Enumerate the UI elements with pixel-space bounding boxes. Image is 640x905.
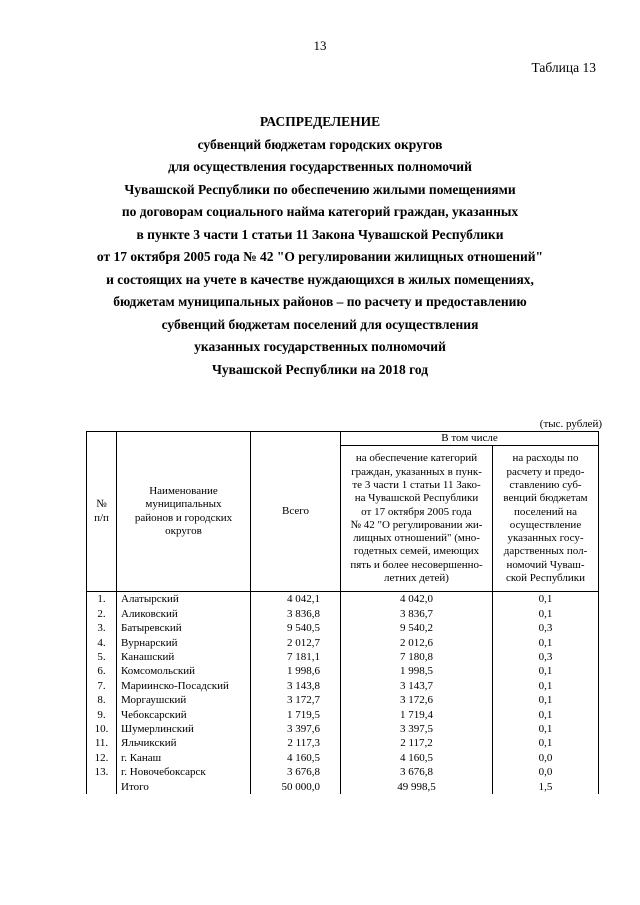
title-line: субвенций бюджетам поселений для осуществления (161, 316, 479, 332)
table-row (87, 650, 599, 664)
row-expenses: 0,1 (493, 636, 599, 650)
row-expenses: 0,3 (493, 650, 599, 664)
row-categories: 4 042,0 (341, 592, 493, 607)
header-expenses-line: на расходы по (512, 452, 579, 465)
row-name: Батыревский (117, 621, 251, 635)
row-categories: 49 998,5 (341, 780, 493, 794)
title-line: для осуществления государственных полномочий (168, 159, 472, 174)
header-name-line: округов (165, 524, 202, 537)
title-line: и состоящих на учете в качестве нуждающихся в жилых помещениях, (106, 271, 534, 287)
header-categories-line: от 17 октября 2005 года (361, 505, 472, 518)
title-line: РАСПРЕДЕЛЕНИЕ (259, 114, 381, 129)
row-expenses: 0,0 (493, 751, 599, 765)
header-categories-line: на обеспечение категорий (355, 452, 478, 465)
title-line: субвенций бюджетам городских округов (197, 136, 443, 152)
row-name: Аликовский (117, 607, 251, 621)
row-expenses: 0,0 (493, 765, 599, 779)
table-row (87, 736, 599, 750)
title-line: бюджетам муниципальных районов – по расчету и предоставлению (113, 294, 527, 309)
row-name: г. Новочебоксарск (117, 765, 251, 779)
table-label: Таблица 13 (531, 60, 596, 75)
row-total: 50 000,0 (251, 780, 341, 794)
row-total: 4 160,5 (251, 751, 341, 765)
row-total: 3 397,6 (251, 722, 341, 736)
row-categories: 1 719,4 (341, 708, 493, 722)
row-expenses: 0,1 (493, 664, 599, 678)
row-expenses: 0,1 (493, 708, 599, 722)
row-name: Мариинско-Посадский (117, 679, 251, 693)
table-row (87, 722, 599, 736)
header-categories-line: те 3 части 1 статьи 11 Зако- (352, 478, 481, 491)
header-number-line: № (96, 498, 107, 511)
row-total: 7 181,1 (251, 650, 341, 664)
row-categories: 7 180,8 (341, 650, 493, 664)
table-row (87, 607, 599, 621)
row-categories: 3 397,5 (341, 722, 493, 736)
header-expenses-line: ской Республики (506, 571, 585, 584)
table-row (87, 780, 599, 794)
row-number: 4. (87, 636, 117, 650)
row-name: Яльчикский (117, 736, 251, 750)
row-number: 8. (87, 693, 117, 707)
row-expenses: 1,5 (493, 780, 599, 794)
row-total: 3 172,7 (251, 693, 341, 707)
row-expenses: 0,1 (493, 722, 599, 736)
header-categories-line: на Чувашской Республики (354, 492, 479, 505)
row-total: 9 540,5 (251, 621, 341, 635)
title-line: в пункте 3 части 1 статьи 11 Закона Чувашской Республики (136, 226, 504, 242)
header-expenses-line: номочий Чуваш- (506, 558, 585, 571)
row-expenses: 0,1 (493, 679, 599, 693)
row-number: 9. (87, 708, 117, 722)
header-categories-line: лищных отношений" (мно- (353, 532, 480, 545)
table-row (87, 621, 599, 635)
row-categories: 4 160,5 (341, 751, 493, 765)
row-categories: 2 117,2 (341, 736, 493, 750)
table-row (87, 636, 599, 650)
title-line: по договорам социального найма категорий граждан, указанных (121, 204, 519, 219)
header-expenses-line: осуществление (509, 518, 582, 531)
header-categories-line: летних детей) (384, 571, 449, 584)
title-line: Чувашской Республики по обеспечению жилыми помещениями (124, 181, 516, 197)
row-number: 10. (87, 722, 117, 736)
document-title (40, 111, 600, 381)
title-line: от 17 октября 2005 года № 42 "О регулировании жилищных отношений" (96, 249, 544, 264)
header-expenses-line: поселений на (513, 505, 578, 518)
row-total: 4 042,1 (251, 592, 341, 607)
header-categories-line: годетных семей, имеющих (353, 545, 480, 558)
row-categories: 3 172,6 (341, 693, 493, 707)
row-total: 1 998,6 (251, 664, 341, 678)
row-number: 2. (87, 607, 117, 621)
header-name-line: Наименование (149, 485, 218, 498)
row-name: Вурнарский (117, 636, 251, 650)
row-categories: 2 012,6 (341, 636, 493, 650)
row-categories: 3 836,7 (341, 607, 493, 621)
header-number (87, 432, 117, 592)
page-number: 13 (313, 38, 327, 53)
row-number: 7. (87, 679, 117, 693)
header-number-line: п/п (94, 511, 109, 524)
header-categories-line: № 42 "О регулировании жи- (350, 518, 483, 531)
row-name: Итого (117, 780, 251, 794)
table-row (87, 765, 599, 779)
row-number: 3. (87, 621, 117, 635)
row-categories: 3 143,7 (341, 679, 493, 693)
row-total: 3 143,8 (251, 679, 341, 693)
row-expenses: 0,1 (493, 607, 599, 621)
header-name-line: муниципальных (145, 498, 222, 511)
table-row (87, 751, 599, 765)
row-name: Канашский (117, 650, 251, 664)
row-expenses: 0,1 (493, 592, 599, 607)
header-expenses-line: указанных госу- (507, 532, 584, 545)
table-row (87, 592, 599, 607)
header-expenses-line: ставлению суб- (509, 478, 582, 491)
row-total: 3 836,8 (251, 607, 341, 621)
table-body (87, 592, 599, 794)
row-name: г. Канаш (117, 751, 251, 765)
header-total: Всего (251, 432, 341, 592)
row-name: Алатырский (117, 592, 251, 607)
header-expenses-line: дарственных пол- (503, 545, 588, 558)
row-number: 13. (87, 765, 117, 779)
row-categories: 1 998,5 (341, 664, 493, 678)
row-total: 3 676,8 (251, 765, 341, 779)
row-number: 5. (87, 650, 117, 664)
header-expenses-line: венций бюджетам (503, 492, 588, 505)
row-name: Моргаушский (117, 693, 251, 707)
row-name: Комсомольский (117, 664, 251, 678)
row-number: 1. (87, 592, 117, 607)
row-total: 2 117,3 (251, 736, 341, 750)
header-including: В том числе (341, 432, 599, 446)
row-number (87, 780, 117, 794)
header-expenses-line: расчету и предо- (506, 465, 585, 478)
header-name (117, 432, 251, 592)
row-number: 6. (87, 664, 117, 678)
row-expenses: 0,1 (493, 736, 599, 750)
table-row (87, 679, 599, 693)
row-number: 12. (87, 751, 117, 765)
row-total: 1 719,5 (251, 708, 341, 722)
row-categories: 9 540,2 (341, 621, 493, 635)
row-expenses: 0,1 (493, 693, 599, 707)
header-categories (341, 446, 493, 592)
header-name-line: районов и городских (134, 511, 233, 524)
row-name: Шумерлинский (117, 722, 251, 736)
title-line: Чувашской Республики на 2018 год (211, 361, 429, 377)
header-categories-line: граждан, указанных в пунк- (351, 465, 482, 478)
subvention-table (86, 431, 599, 794)
row-total: 2 012,7 (251, 636, 341, 650)
table-row (87, 693, 599, 707)
units-note: (тыс. рублей) (539, 418, 602, 430)
row-expenses: 0,3 (493, 621, 599, 635)
header-categories-line: пять и более несовершенно- (350, 558, 483, 571)
title-line: указанных государственных полномочий (194, 339, 446, 354)
row-number: 11. (87, 736, 117, 750)
row-categories: 3 676,8 (341, 765, 493, 779)
row-name: Чебоксарский (117, 708, 251, 722)
header-expenses (493, 446, 599, 592)
table-row (87, 664, 599, 678)
table-row (87, 708, 599, 722)
